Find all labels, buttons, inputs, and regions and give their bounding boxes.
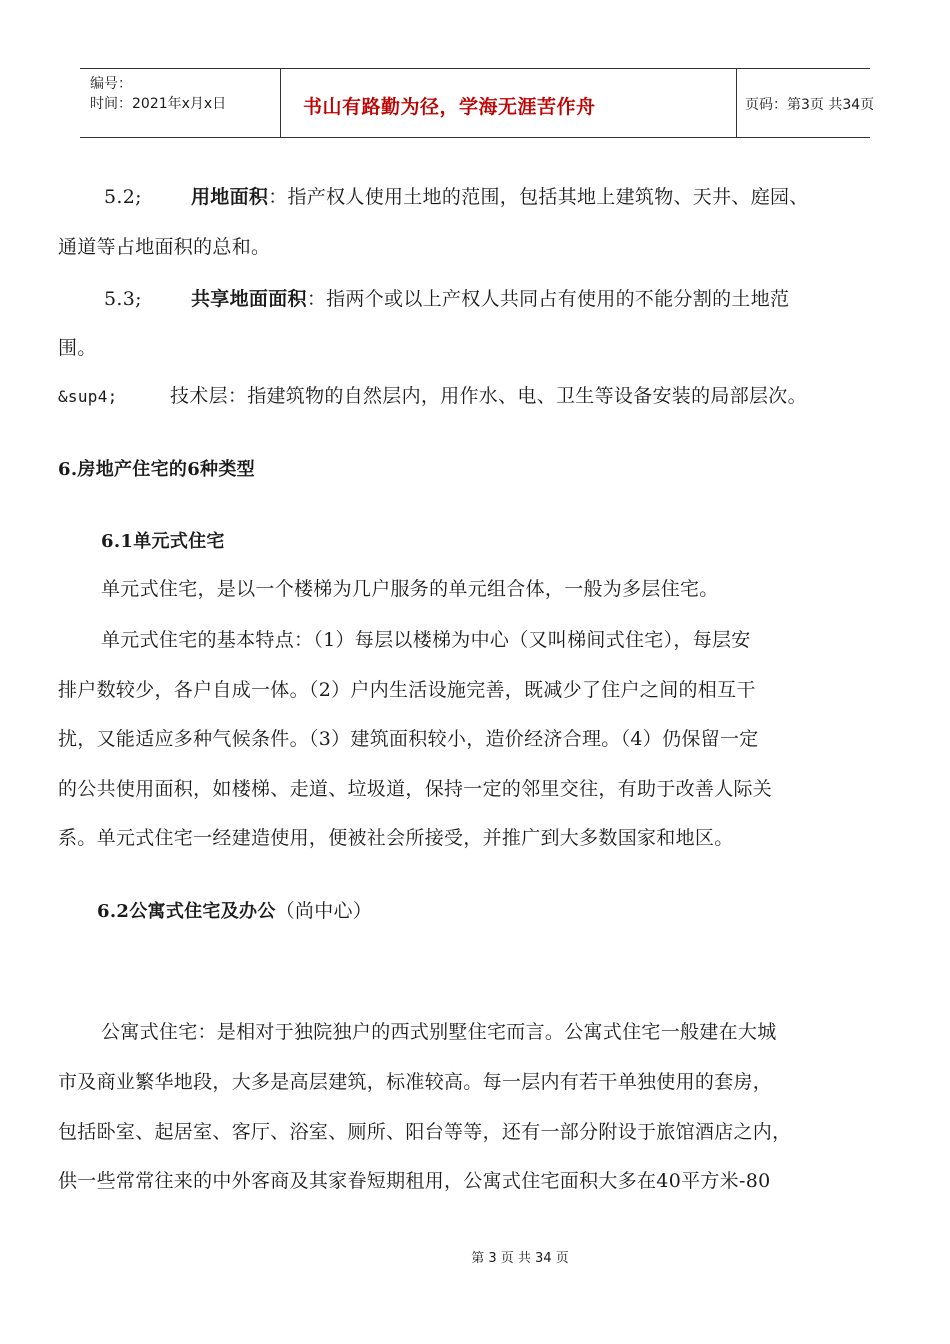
- header-motto: 书山有路勤为径，学海无涯苦作舟: [303, 96, 596, 118]
- para-6-1b-line1: 单元式住宅的基本特点：（1）每层以楼梯为中心（又叫梯间式住宅），每层安: [101, 629, 751, 651]
- definition-text: ：指产权人使用土地的范围，包括其地上建筑物、天井、庭园、: [268, 186, 809, 208]
- header-motto-cell: [280, 69, 737, 137]
- term: 用地面积: [191, 186, 269, 208]
- para-6-1b-line5: 系。单元式住宅一经建造使用，便被社会所接受，并推广到大多数国家和地区。: [58, 827, 734, 849]
- header-page-cell: [736, 69, 875, 137]
- para-5-3-line2: 围。: [58, 337, 97, 359]
- para-6-2-line1: 公寓式住宅：是相对于独院独户的西式别墅住宅而言。公寓式住宅一般建在大城: [101, 1021, 777, 1043]
- para-5-2-line2: 通道等占地面积的总和。: [58, 236, 271, 258]
- heading-note: （尚中心）: [275, 900, 373, 922]
- header-page-info: 页码：第3页 共34页: [745, 97, 875, 113]
- item-number: 5.2;: [104, 186, 142, 208]
- header-meta: [80, 69, 280, 137]
- page-footer: 第 3 页 共 34 页: [471, 1251, 569, 1266]
- para-6-2-line4: 供一些常常往来的中外客商及其家眷短期租用，公寓式住宅面积大多在40平方米-80: [58, 1170, 771, 1192]
- header-number: 编号：: [90, 76, 132, 92]
- item-number: 5.3;: [104, 288, 142, 310]
- para-5-4: [58, 381, 807, 408]
- term: 共享地面面积: [191, 288, 307, 310]
- heading-bold: 6.2公寓式住宅及办公: [97, 901, 276, 922]
- para-6-2-line2: 市及商业繁华地段，大多是高层建筑，标准较高。每一层内有若干单独使用的套房，: [58, 1071, 773, 1093]
- header-time: 时间：2021年x月x日: [90, 96, 227, 112]
- para-6-1a: 单元式住宅，是以一个楼梯为几户服务的单元组合体，一般为多层住宅。: [101, 578, 719, 600]
- definition-text: ：指两个或以上产权人共同占有使用的不能分割的土地范: [306, 288, 790, 310]
- para-6-1b-line3: 扰，又能适应多种气候条件。（3）建筑面积较小，造价经济合理。（4）仍保留一定: [58, 728, 759, 750]
- section-6-1-heading: 6.1单元式住宅: [101, 531, 225, 552]
- para-5-2-line1: [58, 182, 809, 209]
- para-6-2-line3: 包括卧室、起居室、客厅、浴室、厕所、阳台等等，还有一部分附设于旅馆酒店之内，: [58, 1121, 792, 1143]
- definition-text: 技术层：指建筑物的自然层内，用作水、电、卫生等设备安装的局部层次。: [170, 385, 807, 407]
- item-number: &sup4;: [58, 387, 118, 406]
- para-6-1b-line4: 的公共使用面积，如楼梯、走道、垃圾道，保持一定的邻里交往，有助于改善人际关: [58, 778, 773, 800]
- para-5-3-line1: [58, 284, 789, 311]
- page-header: [80, 68, 875, 138]
- section-6-2-heading: [97, 896, 372, 923]
- section-6-heading: 6.房地产住宅的6种类型: [58, 459, 255, 480]
- para-6-1b-line2: 排户数较少，各户自成一体。（2）户内生活设施完善，既减少了住户之间的相互干: [58, 679, 756, 701]
